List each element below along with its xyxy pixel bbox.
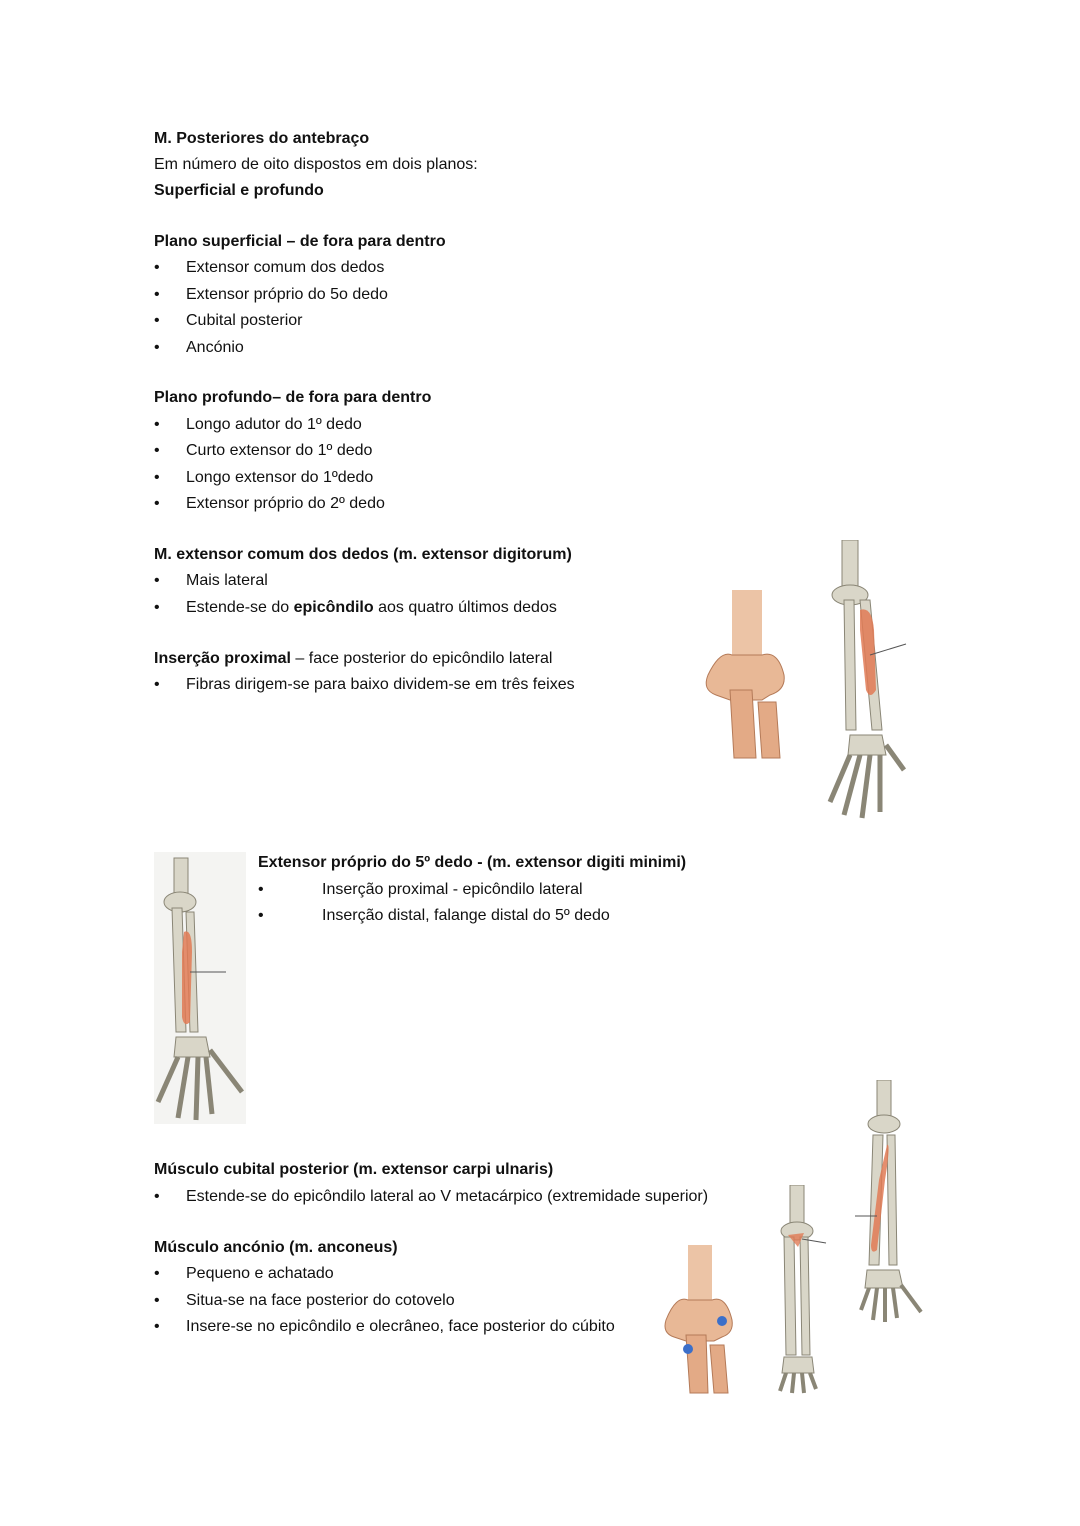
extensor-5-heading: Extensor próprio do 5º dedo - (m. extensor digiti minimi) (258, 854, 687, 871)
elbow-bone-illustration (700, 590, 790, 760)
cubital-heading: Músculo cubital posterior (m. extensor carpi ulnaris) (154, 1161, 554, 1178)
superficial-heading: Plano superficial – de fora para dentro (154, 233, 446, 250)
page-title: M. Posteriores do antebraço (154, 130, 370, 147)
intro-text: Em número de oito dispostos em dois planos: (154, 156, 478, 173)
forearm-extensor-carpi-ulnaris-illustration (855, 1080, 927, 1325)
extensor-comum-heading: M. extensor comum dos dedos (m. extensor digitorum) (154, 546, 572, 563)
anconio-heading: Músculo ancónio (m. anconeus) (154, 1239, 398, 1256)
forearm-extensor-digitorum-illustration (820, 540, 910, 820)
profundo-heading: Plano profundo– de fora para dentro (154, 389, 432, 406)
planes-text: Superficial e profundo (154, 182, 324, 199)
forearm-extensor-digiti-minimi-illustration (154, 852, 246, 1124)
insercao-proximal-line: Inserção proximal – face posterior do epicôndilo lateral (154, 650, 553, 667)
forearm-anconeus-illustration (770, 1185, 832, 1395)
elbow-anconeus-illustration (660, 1245, 735, 1395)
